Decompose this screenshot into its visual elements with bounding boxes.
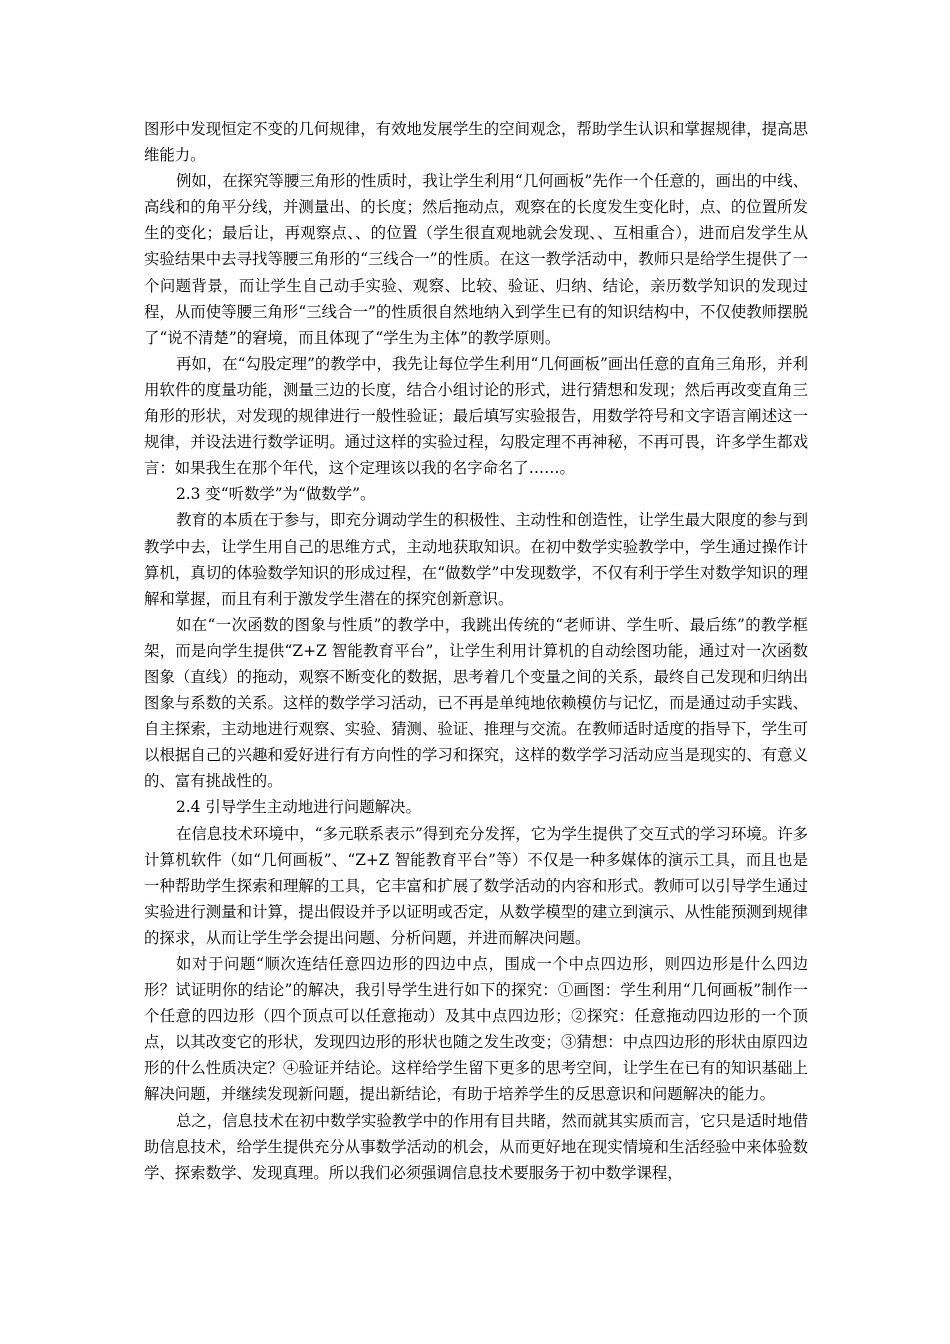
document-page (144, 116, 808, 1186)
section-heading-2-3: 2.3 变“听数学”为“做数学”。 (176, 485, 376, 504)
paragraph-continuation: 图形中发现恒定不变的几何规律，有效地发展学生的空间观念，帮助学生认识和掌握规律，提高思维能力。 (144, 120, 808, 165)
paragraph-linear-function-example: 如在“一次函数的图象与性质”的教学中，我跳出传统的“老师讲、学生听、最后练”的教学框架，而是向学生提供“Z+Z 智能教育平台”，让学生利用计算机的自动绘图功能，通过对一次函数图象（直线）的拖动，观察不断变化的数据，思考着几个变量之间的关系，最终自己发现和归纳出图象与系数的关系。这样的数学学习活动，已不再是单纯地依赖模仿与记忆，而是通过动手实践、自主探索，主动地进行观察、实验、猜测、验证、推理与交流。在教师适时适度的指导下，学生可以根据自己的兴趣和爱好进行有方向性的学习和探究，这样的数学学习活动应当是现实的、有意义的、富有挑战性的。 (144, 615, 808, 791)
paragraph-isosceles-example: 例如，在探究等腰三角形的性质时，我让学生利用“几何画板”先作一个任意的，画出的中线、高线和的角平分线，并测量出、的长度；然后拖动点，观察在的长度发生变化时，点、的位置所发生的变化；最后让，再观察点、、的位置（学生很直观地就会发现、、互相重合），进而启发学生从实验结果中去寻找等腰三角形的“三线合一”的性质。在这一教学活动中，教师只是给学生提供了一个问题背景，而让学生自己动手实验、观察、比较、验证、归纳、结论，亲历数学知识的发现过程，从而使等腰三角形“三线合一”的性质很自然地纳入到学生已有的知识结构中，不仅使教师摆脱了“说不清楚”的窘境，而且体现了“学生为主体”的教学原则。 (144, 172, 808, 347)
paragraph-pythagoras-example: 再如，在“勾股定理”的教学中，我先让每位学生利用“几何画板”画出任意的直角三角形，并利用软件的度量功能，测量三边的长度，结合小组讨论的形式，进行猜想和发现；然后再改变直角三角形的形状，对发现的规律进行一般性验证；最后填写实验报告，用数学符号和文字语言阐述这一规律，并设法进行数学证明。通过这样的实验过程，勾股定理不再神秘，不再可畏，许多学生都戏言：如果我生在那个年代，这个定理该以我的名字命名了……。 (144, 354, 808, 478)
paragraph-education-essence: 教育的本质在于参与，即充分调动学生的积极性、主动性和创造性，让学生最大限度的参与到教学中去，让学生用自己的思维方式，主动地获取知识。在初中数学实验教学中，学生通过操作计算机，真切的体验数学知识的形成过程，在“做数学”中发现数学，不仅有利于学生对数学知识的理解和掌握，而且有利于激发学生潜在的探究创新意识。 (144, 511, 808, 608)
paragraph-multiple-representation: 在信息技术环境中，“多元联系表示”得到充分发挥，它为学生提供了交互式的学习环境。许多计算机软件（如“几何画板”、“Z+Z 智能教育平台”等）不仅是一种多媒体的演示工具，而且也是一种帮助学生探索和理解的工具，它丰富和扩展了数学活动的内容和形式。教师可以引导学生通过实验进行测量和计算，提出假设并予以证明或否定，从数学模型的建立到演示、从性能预测到规律的探求，从而让学生学会提出问题、分析问题，并进而解决问题。 (144, 824, 808, 947)
paragraph-quadrilateral-example: 如对于问题“顺次连结任意四边形的四边中点，围成一个中点四边形，则四边形是什么四边形？试证明你的结论”的解决，我引导学生进行如下的探究：①画图：学生利用“几何画板”制作一个任意的四边形（四个顶点可以任意拖动）及其中点四边形；②探究：任意拖动四边形的一个顶点，以其改变它的形状，发现四边形的形状也随之发生改变；③猜想：中点四边形的形状由原四边形的什么性质决定？④验证并结论。这样给学生留下更多的思考空间，让学生在已有的知识基础上解决问题，并继续发现新问题，提出新结论，有助于培养学生的反思意识和问题解决的能力。 (144, 955, 808, 1104)
paragraph-conclusion: 总之，信息技术在初中数学实验教学中的作用有目共睹，然而就其实质而言，它只是适时地借助信息技术，给学生提供充分从事数学活动的机会，从而更好地在现实情境和生活经验中来体验数学、探索数学、发现真理。所以我们必须强调信息技术要服务于初中数学课程， (144, 1111, 808, 1182)
section-heading-2-4: 2.4 引导学生主动地进行问题解决。 (176, 798, 421, 817)
